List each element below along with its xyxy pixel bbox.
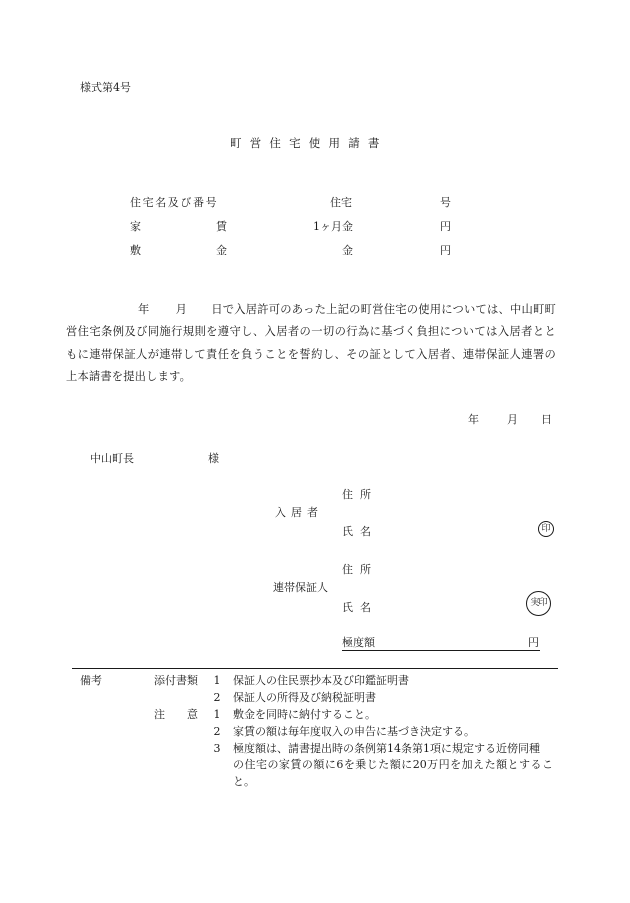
form-number: 様式第4号	[80, 81, 131, 94]
deposit-label-a: 敷	[130, 244, 141, 257]
housing-name-middle: 住宅	[330, 196, 352, 209]
submission-day: 日	[541, 413, 552, 426]
rent-middle: 1ヶ月金	[313, 220, 353, 233]
body-date-year: 年	[138, 303, 150, 316]
rent-unit: 円	[440, 220, 451, 233]
rent-label-a: 家	[130, 220, 141, 233]
caution-1-num: 1	[213, 708, 221, 721]
body-paragraph	[66, 299, 556, 388]
limit-unit: 円	[528, 636, 539, 649]
deposit-middle: 金	[342, 244, 353, 257]
rent-label-b: 賃	[216, 220, 227, 233]
deposit-unit: 円	[440, 244, 451, 257]
housing-name-label: 住宅名及び番号	[130, 196, 219, 209]
housing-number-unit: 号	[440, 196, 451, 209]
body-date-month: 月	[175, 303, 188, 316]
caution-2-text: 家賃の額は毎年度収入の申告に基づき決定する。	[233, 725, 475, 738]
caution-3-text-rest: の住宅の家賃の額に6を乗じた額に20万円を加えた額とすること。	[233, 758, 553, 788]
page-title: 町営住宅使用請書	[230, 136, 388, 150]
notes-heading: 備考	[80, 674, 102, 687]
addressee-name: 中山町長	[90, 452, 134, 465]
guarantor-seal-mark: 実印	[526, 591, 551, 616]
attachment-2-num: 2	[213, 691, 221, 704]
submission-year: 年	[468, 413, 479, 426]
resident-seal-mark: 印	[538, 521, 554, 537]
deposit-label-b: 金	[216, 244, 227, 257]
guarantor-role: 連帯保証人	[273, 581, 328, 594]
caution-2-num: 2	[213, 725, 221, 738]
attachment-1-text: 保証人の住民票抄本及び印鑑証明書	[233, 674, 409, 687]
attachments-label: 添付書類	[154, 674, 198, 687]
attachment-1-num: 1	[213, 674, 221, 687]
body-text: 日で入居許可のあった上記の町営住宅の使用については、中山町町営住宅条例及び同施行規則を遵守し、入居者の一切の行為に基づく負担については入居者とともに連帯保証人が連帯して責任を負うことを誓約し、その証として入居者、連帯保証人連署の上本請書を提出します。	[66, 303, 557, 383]
limit-underline	[342, 650, 540, 651]
guarantor-name-label: 氏名	[342, 601, 378, 614]
resident-name-label: 氏名	[342, 525, 378, 538]
resident-address-label: 住所	[342, 488, 378, 501]
cautions-label-a: 注	[154, 708, 165, 721]
cautions-label-b: 意	[187, 708, 198, 721]
addressee-honorific: 様	[208, 452, 219, 465]
caution-3-num: 3	[213, 742, 221, 755]
notes-divider	[72, 668, 558, 669]
resident-role: 入居者	[275, 506, 323, 519]
attachment-2-text: 保証人の所得及び納税証明書	[233, 691, 376, 704]
limit-label: 極度額	[342, 636, 375, 649]
submission-month: 月	[507, 413, 518, 426]
guarantor-address-label: 住所	[342, 563, 378, 576]
caution-1-text: 敷金を同時に納付すること。	[233, 708, 376, 721]
caution-3-text-line1: 極度額は、請書提出時の条例第14条第1項に規定する近傍同種	[233, 742, 540, 755]
